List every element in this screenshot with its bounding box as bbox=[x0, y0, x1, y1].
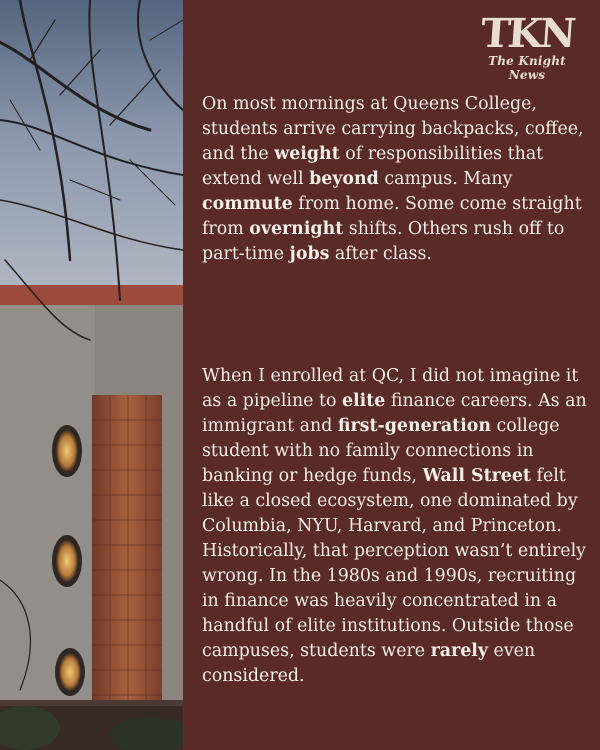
emphasis-word: jobs bbox=[289, 244, 330, 264]
text-run: college student with no family connections in banking or hedge funds, bbox=[202, 416, 560, 486]
text-run: from home. Some come straight from bbox=[202, 194, 582, 239]
article-paragraph-2 bbox=[202, 364, 594, 689]
logo-mark: TKN bbox=[479, 10, 575, 57]
text-run: When I enrolled at QC, I did not imagine it as a pipeline to bbox=[202, 366, 579, 411]
text-panel bbox=[183, 0, 600, 750]
emphasis-word: commute bbox=[202, 194, 293, 214]
campus-photo bbox=[0, 0, 183, 750]
emphasis-word: first-generation bbox=[337, 416, 491, 436]
emphasis-word: Wall Street bbox=[422, 466, 531, 486]
emphasis-word: overnight bbox=[249, 219, 344, 239]
logo-subtitle: The Knight News bbox=[488, 54, 566, 82]
emphasis-word: beyond bbox=[309, 169, 379, 189]
text-run: finance careers. As an immigrant and bbox=[202, 391, 587, 436]
text-run: campus. Many bbox=[378, 169, 513, 189]
text-run: felt like a closed ecosystem, one dominated by Columbia, NYU, Harvard, and Princeton. Historically, that perception wasn’t entirely wrong. In the 1980s and 1990s, recruiting in finance was heavily concentrated in a handful of elite institutions. Outside those campuses, students were bbox=[202, 466, 586, 661]
text-run: of responsibilities that extend well bbox=[202, 144, 544, 189]
article-paragraph-1 bbox=[202, 92, 594, 267]
text-run: shifts. Others rush off to part-time bbox=[202, 219, 565, 264]
emphasis-word: elite bbox=[341, 391, 386, 411]
text-run: even considered. bbox=[202, 641, 536, 686]
emphasis-word: weight bbox=[274, 144, 340, 164]
knight-news-logo bbox=[468, 12, 586, 82]
text-run: On most mornings at Queens College, students arrive carrying backpacks, coffee, and the bbox=[202, 94, 584, 164]
emphasis-word: rarely bbox=[430, 641, 488, 661]
text-run: after class. bbox=[329, 244, 432, 264]
